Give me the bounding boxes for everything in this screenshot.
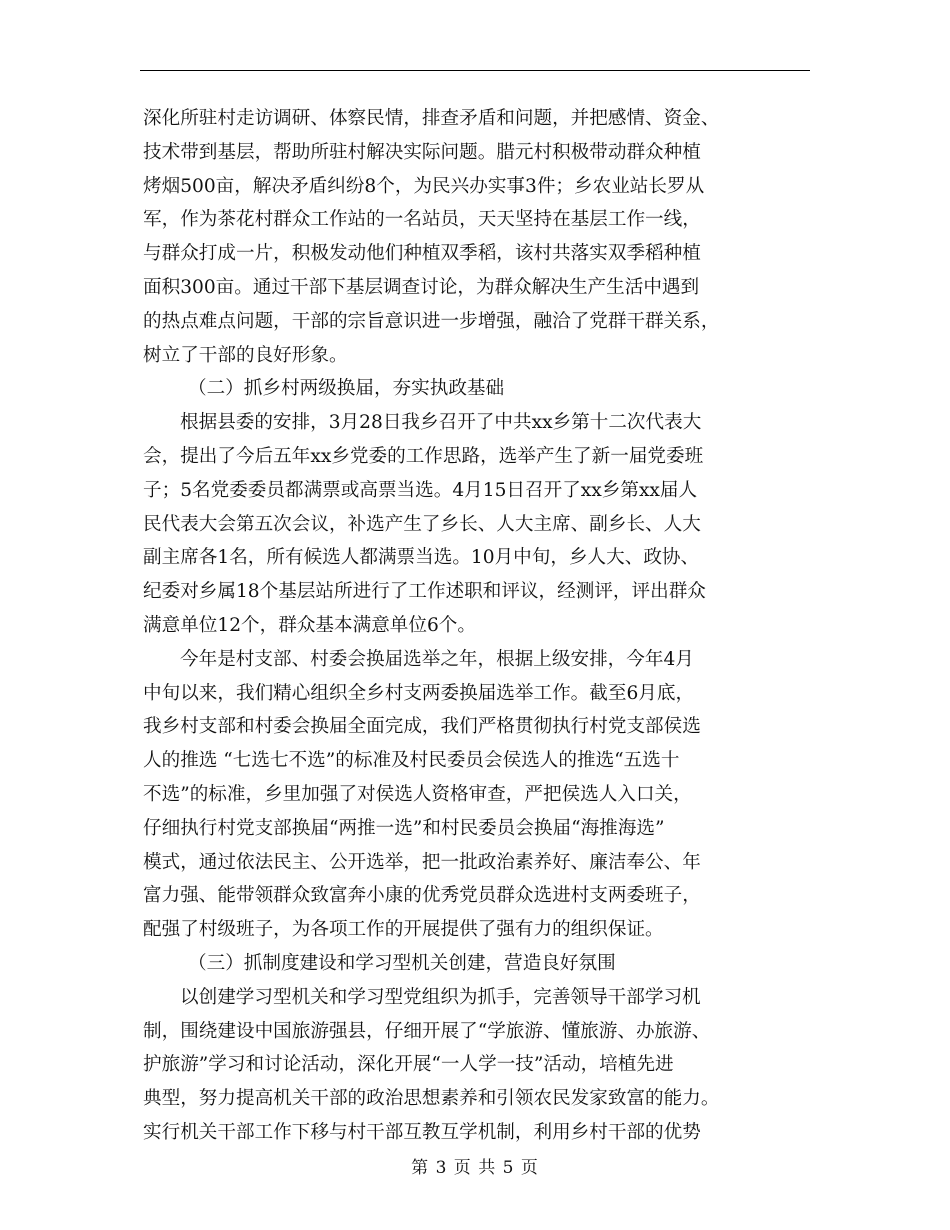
body-line: 副主席各1名，所有候选人都满票当选。10月中旬，乡人大、政协、: [143, 547, 700, 569]
body-line: 仔细执行村党支部换届“两推一选”和村民委员会换届“海推海选”: [143, 817, 665, 839]
body-line: 纪委对乡属18个基层站所进行了工作述职和评议，经测评，评出群众: [143, 581, 706, 603]
body-line: 模式，通过依法民主、公开选举，把一批政治素养好、廉洁奉公、年: [143, 851, 701, 873]
document-body: [143, 102, 815, 1150]
body-line: 会，提出了今后五年xx乡党委的工作思路，选举产生了新一届党委班: [143, 445, 704, 467]
body-line: 人的推选 “七选七不选”的标准及村民委员会侯选人的推选“五选十: [143, 750, 680, 772]
body-line: 深化所驻村走访调研、体察民情，排查矛盾和问题，并把感情、资金、: [143, 108, 720, 129]
body-line: 技术带到基层，帮助所驻村解决实际问题。腊元村积极带动群众种植: [143, 141, 701, 163]
body-line: 根据县委的安排，3月28日我乡召开了中共xx乡第十二次代表大: [180, 412, 702, 434]
body-line: 以创建学习型机关和学习型党组织为抓手，完善领导干部学习机: [180, 986, 701, 1008]
body-line: 烤烟500亩，解决矛盾纠纷8个，为民兴办实事3件；乡农业站长罗从: [143, 175, 705, 197]
section-heading: （三）抓制度建设和学习型机关创建，营造良好氛围: [188, 952, 616, 974]
body-line: 不选”的标准，乡里加强了对侯选人资格审查，严把侯选人入口关，: [143, 783, 692, 805]
header-rule: [140, 70, 810, 71]
body-line: 典型，努力提高机关干部的政治思想素养和引领农民发家致富的能力。: [143, 1088, 720, 1110]
body-line: 子；5名党委委员都满票或高票当选。4月15日召开了xx乡第xx届人: [143, 479, 698, 501]
body-line: 民代表大会第五次会议，补选产生了乡长、人大主席、副乡长、人大: [143, 513, 701, 535]
section-heading: （二）抓乡村两级换届，夯实执政基础: [188, 378, 505, 400]
body-line: 面积300亩。通过干部下基层调查讨论，为群众解决生产生活中遇到: [143, 276, 700, 298]
body-line: 我乡村支部和村委会换届全面完成，我们严格贯彻执行村党支部侯选: [143, 716, 701, 738]
body-line: 的热点难点问题，干部的宗旨意识进一步增强，融洽了党群干群关系，: [143, 310, 720, 332]
body-line: 制，围绕建设中国旅游强县，仔细开展了“学旅游、懂旅游、办旅游、: [143, 1020, 711, 1042]
body-line: 护旅游”学习和讨论活动，深化开展“一人学一技”活动，培植先进: [143, 1054, 674, 1076]
body-line: 与群众打成一片，积极发动他们种植双季稻，该村共落实双季稻种植: [143, 243, 701, 265]
body-line: 满意单位12个，群众基本满意单位6个。: [143, 614, 476, 636]
body-line: 富力强、能带领群众致富奔小康的优秀党员群众选进村支两委班子，: [143, 885, 701, 907]
body-line: 今年是村支部、村委会换届选举之年，根据上级安排，今年4月: [180, 648, 694, 670]
body-line: 军，作为茶花村群众工作站的一名站员，天天坚持在基层工作一线，: [143, 209, 701, 231]
page-number: 第 3 页 共 5 页: [411, 1158, 539, 1178]
body-line: 实行机关干部工作下移与村干部互教互学机制，利用乡村干部的优势: [143, 1121, 701, 1143]
body-line: 中旬以来，我们精心组织全乡村支两委换届选举工作。截至6月底，: [143, 682, 695, 704]
body-line: 配强了村级班子，为各项工作的开展提供了强有力的组织保证。: [143, 919, 664, 941]
body-line: 树立了干部的良好形象。: [143, 344, 348, 366]
